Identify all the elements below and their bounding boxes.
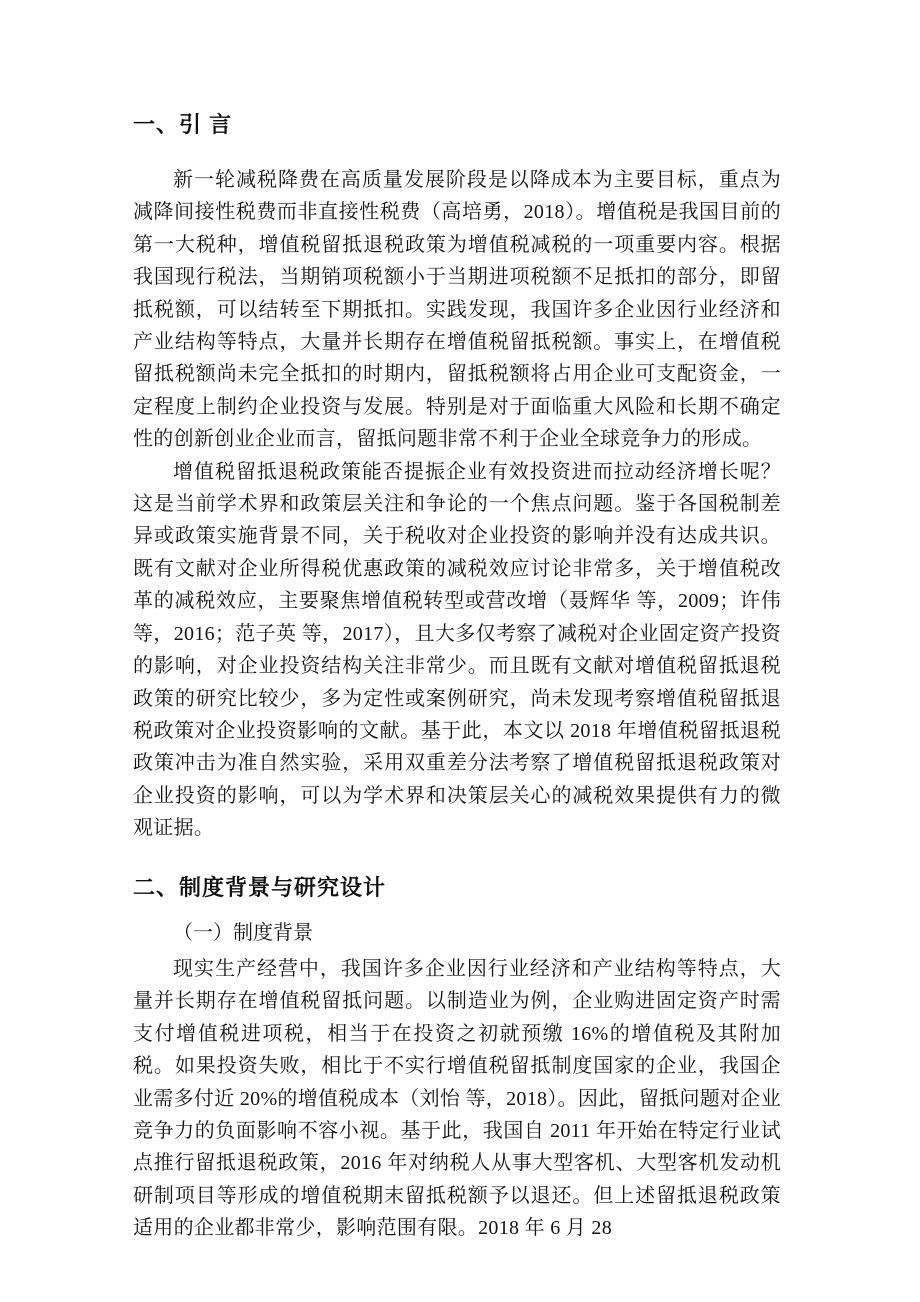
paragraph-introduction-1: 新一轮减税降费在高质量发展阶段是以降成本为主要目标，重点为减降间接性税费而非直接性税费（高培勇，2018）。增值税是我国目前的第一大税种，增值税留抵退税政策为增值税减税的一项重要内容。根据我国现行税法，当期销项税额小于当期进项税额不足抵扣的部分，即留抵税额，可以结转至下期抵扣。实践发现，我国许多企业因行业经济和产业结构等特点，大量并长期存在增值税留抵税额。事实上，在增值税留抵税额尚未完全抵扣的时期内，留抵税额将占用企业可支配资金，一定程度上制约企业投资与发展。特别是对于面临重大风险和长期不确定性的创新创业企业而言，留抵问题非常不利于企业全球竞争力的形成。 (133, 169, 781, 451)
section-heading-background-design: 二、制度背景与研究设计 (133, 874, 387, 900)
document-content (133, 110, 781, 1245)
section-heading-introduction: 一、引 言 (133, 112, 233, 137)
subsection-heading-institutional-background: （一）制度背景 (173, 921, 313, 944)
paragraph-introduction-2: 增值税留抵退税政策能否提振企业有效投资进而拉动经济增长呢？这是当前学术界和政策层关注和争论的一个焦点问题。鉴于各国税制差异或政策实施背景不同，关于税收对企业投资的影响并没有达成共识。既有文献对企业所得税优惠政策的减税效应讨论非常多，关于增值税改革的减税效应，主要聚焦增值税转型或营改增（聂辉华 等，2009；许伟 等，2016；范子英 等，2017），且大多仅考察了减税对企业固定资产投资的影响，对企业投资结构关注非常少。而且既有文献对增值税留抵退税政策的研究比较少，多为定性或案例研究，尚未发现考察增值税留抵退税政策对企业投资影响的文献。基于此，本文以 2018 年增值税留抵退税政策冲击为准自然实验，采用双重差分法考察了增值税留抵退税政策对企业投资的影响，可以为学术界和决策层关心的减税效果提供有力的微观证据。 (133, 460, 781, 840)
paragraph-background-1: 现实生产经营中，我国许多企业因行业经济和产业结构等特点，大量并长期存在增值税留抵问题。以制造业为例，企业购进固定资产时需支付增值税进项税，相当于在投资之初就预缴 16%的增值税及其附加税。如果投资失败，相比于不实行增值税留抵制度国家的企业，我国企业需多付近 20%的增值税成本（刘怡 等，2018）。因此，留抵问题对企业竞争力的负面影响不容小视。基于此，我国自 2011 年开始在特定行业试点推行留抵退税政策，2016 年对纳税人从事大型客机、大型客机发动机研制项目等形成的增值税期末留抵税额予以退还。但上述留抵退税政策适用的企业都非常少，影响范围有限。2018 年 6 月 28 (133, 957, 781, 1240)
